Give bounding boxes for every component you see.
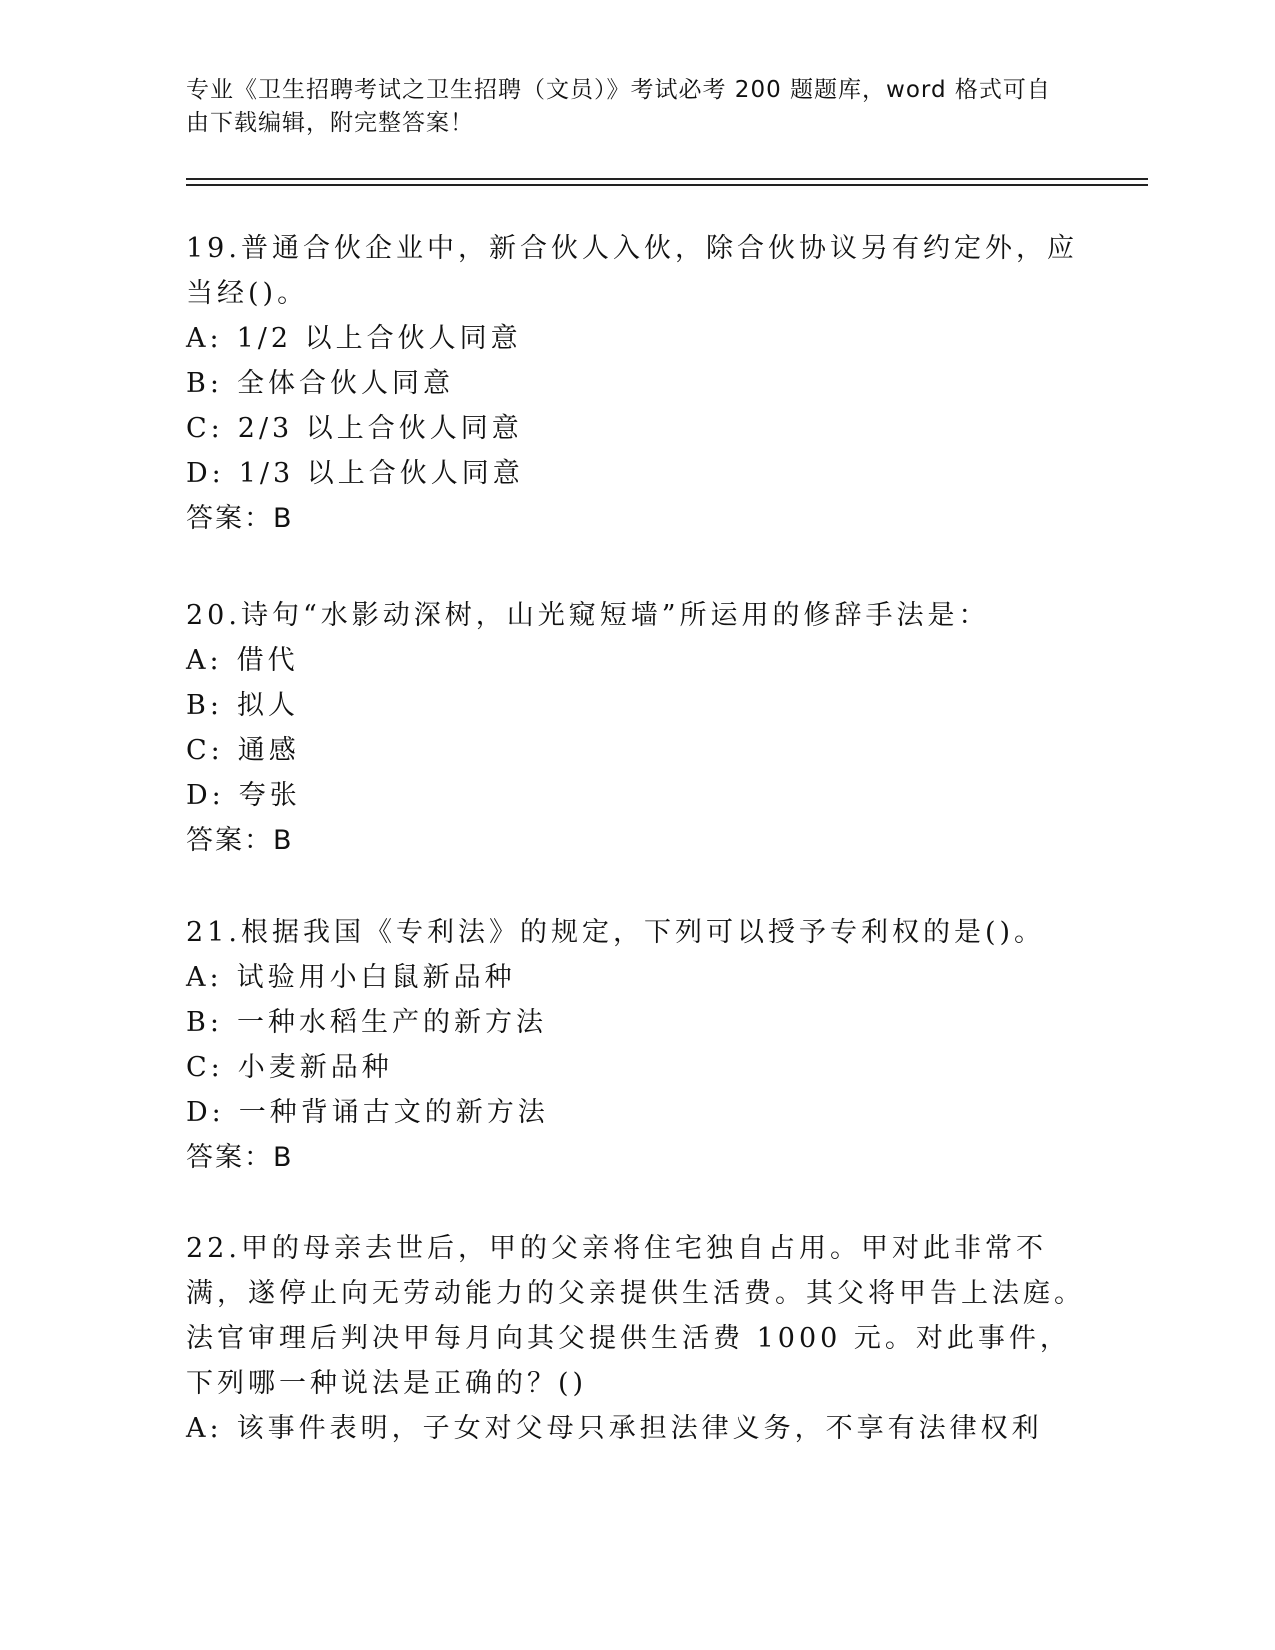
option-c	[186, 728, 1086, 773]
option-letter: A:	[186, 645, 223, 676]
option-d	[186, 451, 1086, 496]
option-c	[186, 1045, 1086, 1090]
header-divider-top	[186, 178, 1148, 180]
question-stem: 20.诗句“水影动深树，山光窥短墙”所运用的修辞手法是：	[186, 600, 990, 631]
option-b	[186, 1000, 1086, 1045]
option-b	[186, 361, 1086, 406]
option-b	[186, 683, 1086, 728]
question-22	[186, 1226, 1086, 1451]
option-text: 1/2 以上合伙人同意	[236, 323, 522, 354]
option-letter: D:	[186, 780, 225, 811]
option-letter: C:	[186, 413, 224, 444]
option-text: 该事件表明，子女对父母只承担法律义务，不享有法律权利	[236, 1413, 1043, 1444]
header-divider-bottom	[186, 184, 1148, 186]
option-text: 通感	[237, 735, 300, 766]
document-header: 专业《卫生招聘考试之卫生招聘（文员）》考试必考 200 题题库，word 格式可自由下载编辑，附完整答案！	[186, 77, 1051, 136]
option-text: 试验用小白鼠新品种	[236, 962, 516, 993]
option-letter: A:	[186, 962, 223, 993]
option-text: 拟人	[236, 690, 299, 721]
option-letter: B:	[186, 690, 223, 721]
option-text: 1/3 以上合伙人同意	[238, 458, 524, 489]
option-d	[186, 1090, 1086, 1135]
option-c	[186, 406, 1086, 451]
option-text: 一种水稻生产的新方法	[236, 1007, 547, 1038]
option-d	[186, 773, 1086, 818]
answer-line: 答案：B	[186, 503, 294, 534]
option-a	[186, 638, 1086, 683]
option-text: 一种背诵古文的新方法	[238, 1097, 549, 1128]
option-a	[186, 1406, 1086, 1451]
question-stem: 22.甲的母亲去世后，甲的父亲将住宅独自占用。甲对此非常不满，遂停止向无劳动能力的父亲提供生活费。其父将甲告上法庭。法官审理后判决甲每月向其父提供生活费 1000 元。对此事件，下列哪一种说法是正确的？()	[186, 1233, 1085, 1399]
question-21	[186, 910, 1086, 1180]
answer-line: 答案：B	[186, 825, 294, 856]
option-letter: C:	[186, 1052, 224, 1083]
option-letter: D:	[186, 458, 225, 489]
option-letter: B:	[186, 368, 223, 399]
option-a	[186, 316, 1086, 361]
option-letter: A:	[186, 1413, 223, 1444]
option-letter: B:	[186, 1007, 223, 1038]
option-text: 全体合伙人同意	[236, 368, 454, 399]
option-letter: C:	[186, 735, 224, 766]
option-text: 小麦新品种	[237, 1052, 393, 1083]
option-text: 借代	[236, 645, 299, 676]
option-letter: D:	[186, 1097, 225, 1128]
option-text: 2/3 以上合伙人同意	[237, 413, 523, 444]
option-letter: A:	[186, 323, 223, 354]
option-text: 夸张	[238, 780, 301, 811]
option-a	[186, 955, 1086, 1000]
question-stem: 21.根据我国《专利法》的规定，下列可以授予专利权的是()。	[186, 917, 1046, 948]
question-stem: 19.普通合伙企业中，新合伙人入伙，除合伙协议另有约定外，应当经()。	[186, 233, 1078, 309]
answer-line: 答案：B	[186, 1142, 294, 1173]
question-20	[186, 593, 1086, 863]
question-19	[186, 226, 1086, 541]
